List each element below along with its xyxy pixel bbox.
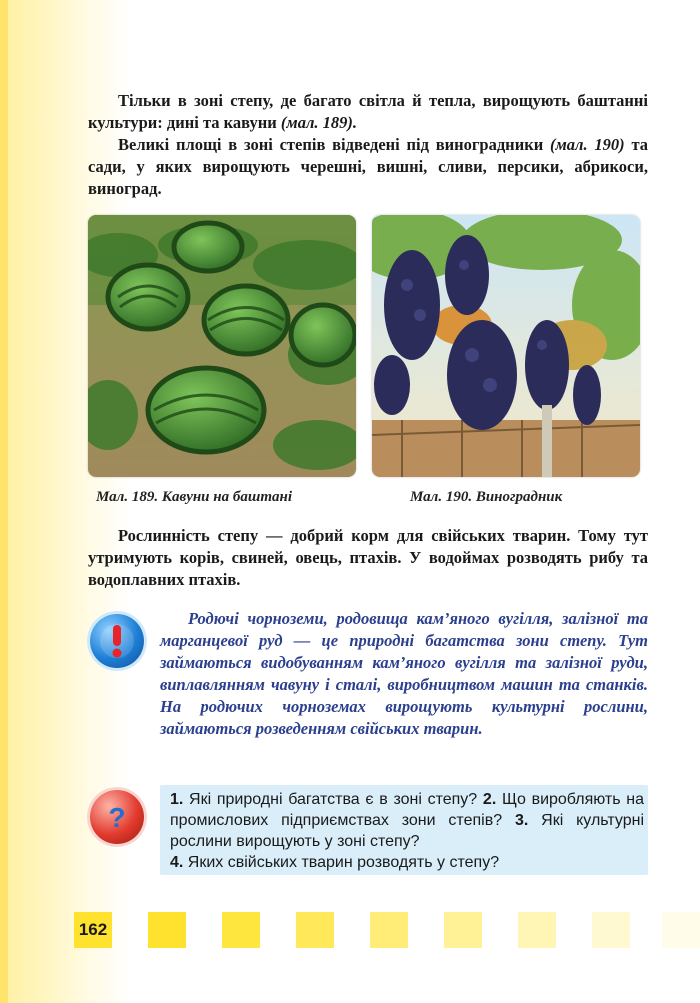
vegetation-text [88,525,648,591]
question-1-text: Які природні багатства є в зоні степу? [183,791,483,808]
figure-189-caption: Мал. 189. Кавуни на баштані [96,489,292,505]
question-icon-glyph [90,790,144,844]
paragraph-vineyards-text-1: Великі площі в зоні степів відведені під виноградники [118,135,550,154]
footer-square [662,912,700,948]
questions-text [170,789,644,873]
question-1-number: 1. [170,791,184,808]
footer-square [370,912,408,948]
figure-ref-190: (мал. 190) [550,135,625,154]
footer-square [222,912,260,948]
footer-square [148,912,186,948]
paragraph-vineyards [88,134,648,200]
footer-square [444,912,482,948]
question-4-number: 4. [170,854,184,871]
paragraph-vineyards-text-2: та сади, у яких вирощують черешні, вишні, сливи, персики, абрикоси, виноград. [88,135,649,198]
page-number: 162 [74,912,112,948]
question-2-number: 2. [482,791,497,808]
footer-square [296,912,334,948]
exclamation-icon [90,614,144,668]
question-3-text: Які культурні рослини вирощують у зоні степу? [170,812,644,850]
figure-ref-189: (мал. 189). [280,113,358,132]
paragraph-melons-text: Тільки в зоні степу, де багато світла й тепла, вирощують баштанні культури: дині та кавуни [88,91,648,132]
footer-square [592,912,630,948]
page-margin-strip [0,0,8,1003]
question-3-number: 3. [514,812,529,829]
paragraph-vegetation: Рослинність степу — добрий корм для свійських тварин. Тому тут утримують корів, свиней, овець, птахів. У водоймах розводять рибу та водоплавних птахів. [88,526,648,589]
info-note-text: Родючі чорноземи, родовища кам’яного вугілля, залізної та марганцевої руд — це природні багатства зони степу. Тут займаються видобуванням кам’яного вугілля та залізної руди, виплавлянням чавуну і сталі, виробництвом машин та станків. На родючих чорноземах вирощують культурні рослини, займаються розведенням свійських тварин. [160,609,648,738]
footer-square [518,912,556,948]
vineyard-photo [372,215,640,477]
watermelon-field-photo [88,215,356,477]
figure-190-caption: Мал. 190. Виноградник [410,489,563,505]
intro-text [88,90,648,200]
paragraph-melons [88,90,648,134]
exclamation-icon-glyph [90,614,144,668]
question-4-text: Яких свійських тварин розводять у степу? [183,854,500,871]
svg-text:?: ? [108,802,126,833]
question-2-text: Що виробляють на промислових підприємствах зони степів? [170,791,645,829]
question-icon [90,790,144,844]
